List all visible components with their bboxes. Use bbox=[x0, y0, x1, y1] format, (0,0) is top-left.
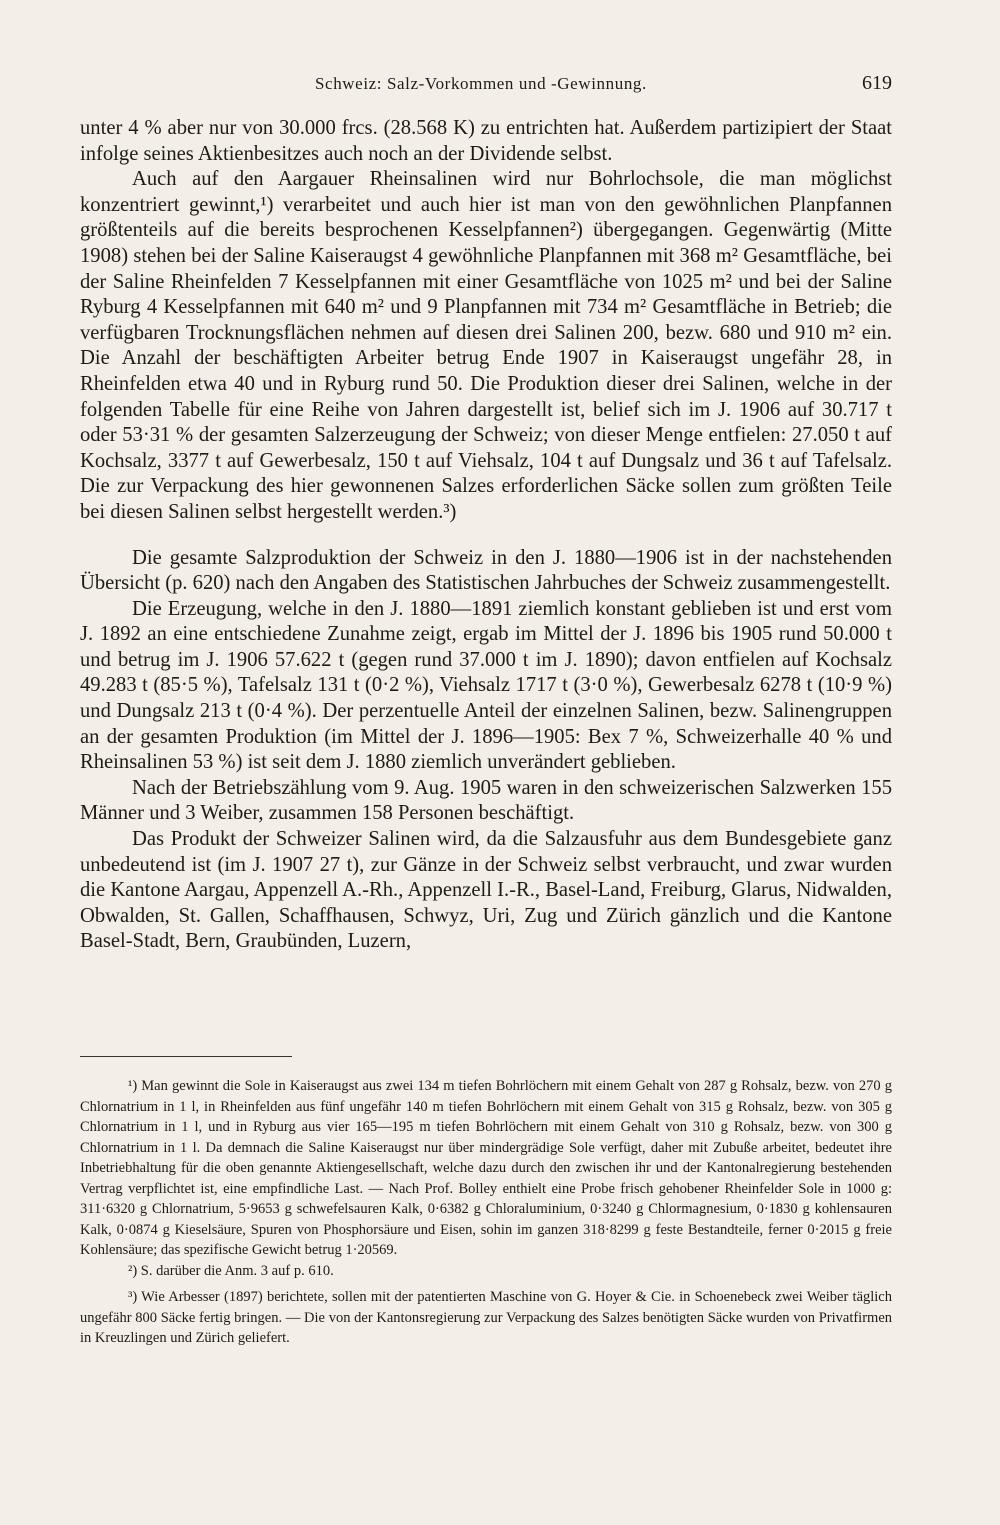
footnote-1: ¹) Man gewinnt die Sole in Kaiseraugst aus zwei 134 m tiefen Bohrlöchern mit einem Gehalt von 287 g Rohsalz, bezw. von 270 g Chlornatrium in 1 l, in Rheinfelden aus fünf ungefähr 140 m tiefen Bohrlöchern mit einem Gehalt von 315 g Rohsalz, bezw. von 305 g Chlornatrium in 1 l, und in Ryburg aus vier 165—195 m tiefen Bohrlöchern mit einem Gehalt von 310 g Rohsalz, bezw. von 300 g Chlornatrium in 1 l. Da demnach die Saline Kaiseraugst nur über mindergrädige Sole verfügt, daher mit Zubuße arbeitet, bedeutet ihre Inbetriebhaltung für die oben genannte Aktiengesellschaft, welche dazu durch den zwischen ihr und der Kantonalregierung bestehenden Vertrag verpflichtet ist, eine empfindliche Last. — Nach Prof. Bolley enthielt eine Probe frisch gehobener Rheinfelder Sole in 1000 g: 311·6320 g Chlornatrium, 5·9653 g schwefelsauren Kalk, 0·6382 g Chloraluminium, 0·3240 g Chlormagnesium, 0·1830 g kohlensauren Kalk, 0·0874 g Kieselsäure, Spuren von Phosphorsäure und Eisen, sohin im ganzen 318·8299 g feste Bestandteile, ferner 0·2015 g freie Kohlensäure; das spezifische Gewicht betrug 1·20569. bbox=[80, 1078, 892, 1258]
footnote-3: ³) Wie Arbesser (1897) berichtete, sollen mit der patentierten Maschine von G. Hoyer & Cie. in Schoenebeck zwei Weiber täglich ungefähr 800 Säcke fertig bringen. — Die von der Kantonsregierung zur Verpackung des Salzes benötigten Säcke wurden von Privatfirmen in Kreuzlingen und Zürich geliefert. bbox=[80, 1289, 892, 1346]
footnote-2: ²) S. darüber die Anm. 3 auf p. 610. bbox=[128, 1262, 334, 1279]
footnote-separator bbox=[80, 1056, 292, 1057]
body-text bbox=[80, 116, 892, 955]
paragraph-1: unter 4 % aber nur von 30.000 frcs. (28.568 K) zu entrichten hat. Außerdem partizipiert der Staat infolge seines Aktienbesitzes auch noch an der Dividende selbst. bbox=[80, 117, 892, 165]
page-number: 619 bbox=[862, 72, 892, 94]
paragraph-6: Das Produkt der Schweizer Salinen wird, da die Salzausfuhr aus dem Bundesgebiete ganz unbedeutend ist (im J. 1907 27 t), zur Gänze in der Schweiz selbst verbraucht, und zwar wurden die Kantone Aargau, Appenzell A.-Rh., Appenzell I.-R., Basel-Land, Freiburg, Glarus, Nidwalden, Obwalden, St. Gallen, Schaffhausen, Schwyz, Uri, Zug und Zürich gänzlich und die Kantone Basel-Stadt, Bern, Graubünden, Luzern, bbox=[80, 828, 892, 953]
footnotes bbox=[80, 1076, 892, 1349]
paragraph-2: Auch auf den Aargauer Rheinsalinen wird nur Bohrlochsole, die man möglichst konzentriert gewinnt,¹) verarbeitet und auch hier ist man von den gewöhnlichen Planpfannen größtenteils auf die bereits besprochenen Kesselpfannen²) übergegangen. Gegenwärtig (Mitte 1908) stehen bei der Saline Kaiseraugst 4 gewöhnliche Planpfannen mit 368 m² Gesamtfläche, bei der Saline Rheinfelden 7 Kesselpfannen mit einer Gesamtfläche von 1025 m² und bei der Saline Ryburg 4 Kesselpfannen mit 640 m² und 9 Planpfannen mit 734 m² Gesamtfläche in Betrieb; die verfügbaren Trocknungsflächen nehmen auf diesen drei Salinen 200, bezw. 680 und 910 m² ein. Die Anzahl der beschäftigten Arbeiter betrug Ende 1907 in Kaiseraugst ungefähr 28, in Rheinfelden etwa 40 und in Ryburg rund 50. Die Produktion dieser drei Salinen, welche in der folgenden Tabelle für eine Reihe von Jahren dargestellt ist, belief sich im J. 1906 auf 30.717 t oder 53·31 % der gesamten Salzerzeugung der Schweiz; von dieser Menge entfielen: 27.050 t auf Kochsalz, 3377 t auf Gewerbesalz, 150 t auf Viehsalz, 104 t auf Dungsalz und 36 t auf Tafelsalz. Die zur Verpackung des hier gewonnenen Salzes erforderlichen Säcke sollen zum größten Teile bei diesen Salinen selbst hergestellt werden.³) bbox=[80, 168, 892, 523]
paragraph-3: Die gesamte Salzproduktion der Schweiz in den J. 1880—1906 ist in der nachstehenden Übersicht (p. 620) nach den Angaben des Statistischen Jahrbuches der Schweiz zusammengestellt. bbox=[80, 546, 892, 595]
running-title: Schweiz: Salz-Vorkommen und -Gewinnung. bbox=[315, 74, 647, 93]
paragraph-5: Nach der Betriebszählung vom 9. Aug. 1905 waren in den schweizerischen Salzwerken 155 Männer und 3 Weiber, zusammen 158 Personen beschäftigt. bbox=[80, 776, 892, 825]
paragraph-4: Die Erzeugung, welche in den J. 1880—1891 ziemlich konstant geblieben ist und erst vom J. 1892 an eine entschiedene Zunahme zeigt, ergab im Mittel der J. 1896 bis 1905 rund 50.000 t und betrug im J. 1906 57.622 t (gegen rund 37.000 t im J. 1890); davon entfielen auf Kochsalz 49.283 t (85·5 %), Tafelsalz 131 t (0·2 %), Viehsalz 1717 t (3·0 %), Gewerbesalz 6278 t (10·9 %) und Dungsalz 213 t (0·4 %). Der perzentuelle Anteil der einzelnen Salinen, bezw. Salinengruppen an der gesamten Produktion (im Mittel der J. 1896—1905: Bex 7 %, Schweizerhalle 40 % und Rheinsalinen 53 %) ist seit dem J. 1880 ziemlich unverändert geblieben. bbox=[80, 597, 892, 774]
running-header bbox=[80, 72, 892, 102]
